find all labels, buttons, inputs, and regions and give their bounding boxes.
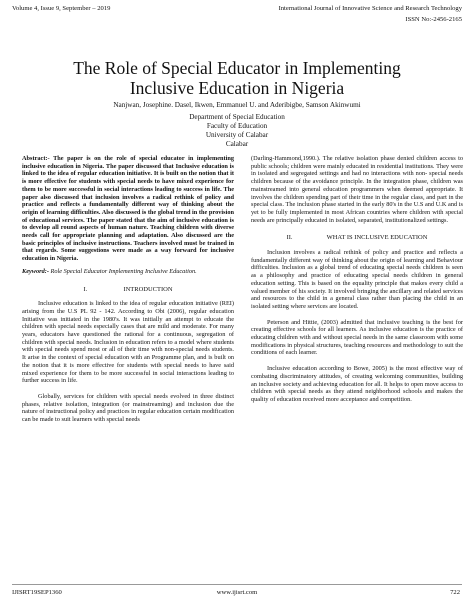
right-column — [251, 155, 463, 404]
affiliation-department: Department of Special Education — [189, 113, 285, 121]
section-heading-introduction — [22, 286, 234, 294]
abstract: Abstract:- The paper is on the role of special educator in implementing inclusive education in Nigeria. The paper discussed that Inclusive education is linked to the idea of regular education initiative. It is built on the notion that it is more effective for students with special needs to have mixed experience for them to be more successful in social interactions leading to success in life. The paper also discussed that inclusion involves a radical rethink of policy and practice and reflects a fundamentally different way of thinking about the origin of learning difficulties. Also discussed is the global trend in the provision of educational services. The paper stated that the aim of inclusive education is to develop all round aspects of human nature. Teaching children with diverse needs call for appropriate planning and adaptation. Also discussed are the basic principles of inclusive instructions. Teachers involved must be trained in that regards. Some suggestions were made as a way forward for inclusive education in Nigeria. — [22, 155, 234, 263]
section-number: II. — [286, 234, 293, 242]
title-line: The Role of Special Educator in Implementing — [73, 58, 401, 78]
title-line: Inclusive Education in Nigeria — [129, 78, 345, 98]
keywords-text: Role Special Educator Implementing Inclusive Education. — [50, 267, 197, 275]
affiliation-university: University of Calabar — [205, 131, 269, 139]
affiliation-faculty: Faculty of Education — [206, 122, 268, 130]
affiliation — [0, 113, 474, 149]
section-heading-inclusive-education — [251, 234, 463, 242]
section-title: INTRODUCTION — [123, 285, 173, 293]
paper-id: IJISRT19SEP1360 — [12, 589, 62, 596]
journal-name: International Journal of Innovative Science and Research Technology — [278, 5, 462, 12]
journal-website: www.ijisrt.com — [216, 589, 258, 596]
body-paragraph: Inclusion involves a radical rethink of policy and practice and reflects a fundamentally different way of thinking about the origin of learning and Behaviour difficulties. Inclusion as a global trend of educating special needs children is seen as a philosophy and practice of educating special needs children in general education setting. This is based on the equality principle that makes every child a valued member of his society. It involved bringing the ancillary and related services and resources to the child in a general class rather than placing the child in an isolated setting where services are located. — [251, 249, 463, 310]
footer-rule — [12, 584, 462, 585]
left-column — [22, 155, 234, 424]
section-title: WHAT IS INCLUSIVE EDUCATION — [326, 234, 428, 242]
intro-paragraph: Globally, services for children with special needs evolved in three distinct phases, relative isolation, integration (or mainstreaming) and inclusion due the nature of instructional policy and practices in regular education certain modification can be made to suit learners with special needs — [22, 392, 234, 424]
body-paragraph: Peterson and Hittie, (2003) admitted that inclusive teaching is the best for creating effective schools for all learners. As inclusive education is the practice of educating children with and without special needs in the same classroom with some modifications in physical structures, teaching resources and methodology to suit the conditions of each learner. — [251, 318, 463, 357]
keywords-label: Keyword:- — [22, 267, 49, 275]
intro-continued: (Darling-Hammond,1990.). The relative isolation phase denied children access to public schools; children were mainly educated in residential institutions. They were in isolated and segregated settings and had no interactions with non- special needs children because of the avoidance principle. In the integration phase, children was mainstreamed into general education programmers when deemed appropriate. It involves the children spending part of their time in the regular class, and part in the special class. The inclusion phase started in the early 80's in the U.S and U.K and is yet to be fully implemented in most African countries where children with special needs are principally educated in isolated, separated, institutionalized settings. — [251, 155, 463, 224]
section-number: I. — [83, 285, 88, 293]
paper-title — [0, 58, 474, 98]
issn: ISSN No:-2456-2165 — [405, 16, 462, 23]
page-number: 722 — [450, 589, 460, 596]
body-paragraph: Inclusive education according to Bowe, 2005) is the most effective way of combating discriminatory attitudes, of creating welcoming communities, building an inclusive society and achieving education for all. It helps to open move access to children with special needs as they attend neighborhood schools and makes the quality of education received more acceptance and competition. — [251, 365, 463, 403]
author-list: Nanjwan, Josephine. Dasel, Ikwen, Emmanuel U. and Aderibigbe, Samson Akinwumi — [113, 101, 361, 109]
affiliation-city: Calabar — [225, 140, 249, 148]
intro-paragraph: Inclusive education is linked to the idea of regular education initiative (REI) arising from the U.S PL 92 - 142. According to Obi (2006), regular education Initiative was initiated in the 1980's. It was initially an attempt to educate the children with special needs especially cases that are mild and moderate. For many years, educators have questioned the rational for a continuous, segregation of children with special needs. Inclusion in education refers to a model where students with special needs spend most or all of their time with non-special needs students. It arise in the context of special education with an Programme plan, and is built on the notion that it is more effective for students with special needs to have said mixed experience for them to be more successful in social interactions leading to further success in life. — [22, 300, 234, 385]
keywords — [22, 268, 234, 276]
journal-volume: Volume 4, Issue 9, September – 2019 — [12, 5, 111, 12]
